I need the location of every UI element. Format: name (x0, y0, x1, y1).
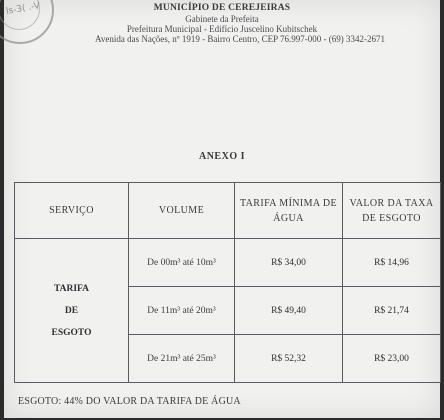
service-line: DE (64, 305, 79, 316)
volume-cell: De 21m³ até 25m³ (129, 335, 235, 383)
header-min-rate: TARIFA MÍNIMA DE ÁGUA (235, 183, 343, 239)
municipality-name: MUNICÍPIO DE CEREJEIRAS (153, 3, 291, 13)
min-rate-cell: R$ 49,40 (235, 287, 343, 335)
min-rate-cell: R$ 34,00 (235, 239, 343, 287)
header-service: SERVIÇO (15, 183, 129, 239)
building-name: Prefeitura Municipal - Edifício Juscelino Kubitschek (126, 24, 318, 34)
office-name: Gabinete da Prefeita (185, 14, 259, 24)
header-sewer-rate: VALOR DA TAXA DE ESGOTO (343, 183, 441, 239)
document-page (4, 0, 440, 418)
service-cell (15, 239, 129, 383)
footnote: ESGOTO: 44% DO VALOR DA TARIFA DE ÁGUA (18, 396, 241, 407)
letterhead (4, 3, 440, 44)
volume-cell: De 00m³ até 10m³ (129, 239, 235, 287)
sewer-rate-cell: R$ 23,00 (343, 335, 441, 383)
volume-cell: De 11m³ até 20m³ (129, 287, 235, 335)
min-rate-cell: R$ 52,32 (235, 335, 343, 383)
table-row (15, 239, 441, 287)
annex-title: ANEXO I (198, 151, 245, 162)
sewer-rate-cell: R$ 21,74 (343, 287, 441, 335)
address-line: Avenida das Nações, nº 1919 - Bairro Centro, CEP 76.997-000 - (69) 3342-2671 (95, 34, 385, 44)
stamp-text: ls-3( .-V (5, 1, 41, 17)
table-header-row (15, 183, 441, 239)
service-line: TARIFA (53, 283, 89, 294)
sewer-rate-cell: R$ 14,96 (343, 239, 441, 287)
tariff-table (14, 182, 441, 383)
header-volume: VOLUME (129, 183, 235, 239)
service-line: ESGOTO (51, 327, 92, 338)
